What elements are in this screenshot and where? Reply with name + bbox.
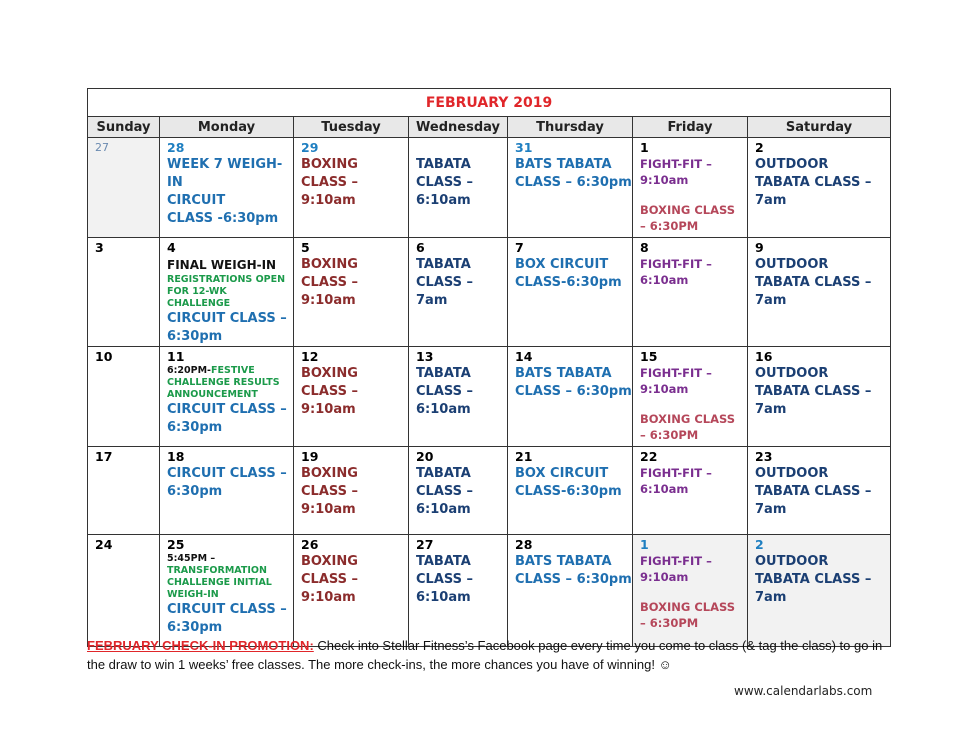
event-line: BOXING [301, 466, 358, 481]
event-line: ANNOUNCEMENT [167, 389, 258, 400]
day-number: 23 [755, 449, 773, 464]
day-number: 21 [515, 449, 533, 464]
event-line: BATS TABATA [515, 554, 612, 569]
event-line: CLASS – [416, 384, 474, 399]
day-cell [633, 238, 748, 347]
event-line: BOXING [301, 554, 358, 569]
event-line: 9:10am [301, 293, 356, 308]
day-cell [294, 447, 409, 535]
day-number: 4 [167, 240, 176, 255]
event-line: 9:10am [301, 402, 356, 417]
event-line: FIGHT-FIT – [640, 157, 712, 171]
event-title: FESTIVE [211, 365, 255, 376]
day-cell [160, 347, 294, 447]
day-cell [160, 447, 294, 535]
day-number: 22 [640, 449, 658, 464]
event-line: TABATA CLASS – [755, 175, 872, 190]
event-line: BOXING CLASS [640, 203, 736, 217]
event-line: TABATA [416, 466, 471, 481]
event-line: 5:45PM – [167, 553, 216, 564]
day-cell [88, 535, 160, 647]
event-line: 6:30pm [167, 484, 223, 499]
event-line: CLASS – 6:30pm [515, 175, 632, 190]
calendar-title: FEBRUARY 2019 [88, 89, 891, 117]
day-cell [409, 238, 508, 347]
weekday-wednesday: Wednesday [409, 117, 508, 138]
event-line: BOXING [301, 366, 358, 381]
event-line: CLASS-6:30pm [515, 275, 622, 290]
event-spacer [640, 188, 747, 202]
day-number: 28 [515, 537, 533, 552]
calendar-table [87, 88, 891, 647]
event-line: CLASS – 6:30pm [515, 384, 632, 399]
event-line: 7am [755, 502, 787, 517]
event-line: FIGHT-FIT – [640, 554, 712, 568]
day-cell [160, 138, 294, 238]
event-line: CLASS – [416, 175, 474, 190]
event-line: OUTDOOR [755, 257, 829, 272]
event-line: OUTDOOR [755, 157, 829, 172]
event-line: 9:10am [301, 193, 356, 208]
day-cell [409, 447, 508, 535]
event-line: REGISTRATIONS OPEN [167, 274, 286, 285]
day-cell [508, 138, 633, 238]
event-line: BOXING CLASS [640, 412, 736, 426]
day-number: 20 [416, 449, 434, 464]
event-time: 6:20PM- [167, 365, 211, 376]
promotion-body: Check into Stellar Fitness’s Facebook page every time you come to class (& tag the class) to go in the draw to win 1 weeks’ free classes. The more check-ins, the more chances you have of winning! ☺ [87, 638, 883, 672]
event-line: CIRCUIT [167, 193, 226, 208]
event-line: CLASS – [301, 572, 359, 587]
event-line: 6:10am [416, 590, 471, 605]
event-line: TABATA [416, 554, 471, 569]
day-cell [508, 447, 633, 535]
event-line: FIGHT-FIT – [640, 466, 712, 480]
event-line: TABATA [416, 366, 471, 381]
event-line: – 6:30PM [640, 428, 699, 442]
day-cell [748, 535, 891, 647]
event-line: CIRCUIT CLASS – [167, 402, 287, 417]
weekday-monday: Monday [160, 117, 294, 138]
weekday-saturday: Saturday [748, 117, 891, 138]
event-line: CLASS – [301, 175, 359, 190]
event-line: 7am [416, 293, 448, 308]
event-line: TABATA CLASS – [755, 384, 872, 399]
day-number: 10 [95, 349, 113, 364]
event-line: TABATA [416, 157, 471, 172]
event-line: 9:10am [640, 173, 689, 187]
event-line: TABATA CLASS – [755, 484, 872, 499]
event-line: OUTDOOR [755, 466, 829, 481]
event-line [167, 365, 293, 377]
event-line: BATS TABATA [515, 366, 612, 381]
event-line: BOXING [301, 157, 358, 172]
event-line: 7am [755, 402, 787, 417]
day-cell [294, 138, 409, 238]
event-line: FINAL WEIGH-IN [167, 258, 277, 272]
day-cell [748, 447, 891, 535]
day-cell [409, 347, 508, 447]
event-line: 6:30pm [167, 620, 223, 635]
day-number: 12 [301, 349, 319, 364]
day-cell [294, 347, 409, 447]
day-cell [88, 347, 160, 447]
event-line: CLASS – [416, 484, 474, 499]
day-number: 1 [640, 140, 649, 155]
day-number [416, 139, 507, 156]
event-line: WEIGH-IN [167, 589, 219, 600]
event-line: CLASS – [416, 275, 474, 290]
day-number: 1 [640, 537, 649, 552]
day-number: 3 [95, 240, 104, 255]
event-line: OUTDOOR [755, 554, 829, 569]
day-number: 5 [301, 240, 310, 255]
day-cell [294, 238, 409, 347]
event-line: CLASS-6:30pm [515, 484, 622, 499]
event-line: 6:10am [416, 402, 471, 417]
event-line: 6:10am [416, 502, 471, 517]
day-number: 11 [167, 349, 185, 364]
promotion-lead: FEBRUARY CHECK-IN PROMOTION: [87, 638, 314, 653]
day-number: 24 [95, 537, 113, 552]
event-line: 7am [755, 293, 787, 308]
event-line: TABATA [416, 257, 471, 272]
week-row [88, 447, 891, 535]
event-line: BOXING [301, 257, 358, 272]
event-line: 9:10am [301, 590, 356, 605]
event-line: OUTDOOR [755, 366, 829, 381]
event-line: FIGHT-FIT – [640, 257, 712, 271]
day-cell [508, 535, 633, 647]
day-cell [508, 238, 633, 347]
day-cell [409, 535, 508, 647]
day-cell [409, 138, 508, 238]
event-line: CHALLENGE RESULTS [167, 377, 280, 388]
day-number: 26 [301, 537, 319, 552]
event-line: WEEK 7 WEIGH-IN [167, 157, 283, 190]
week-row [88, 535, 891, 647]
day-number: 25 [167, 537, 185, 552]
event-line: 7am [755, 590, 787, 605]
day-number: 15 [640, 349, 658, 364]
event-line: CLASS – [301, 384, 359, 399]
event-line: CHALLENGE INITIAL [167, 577, 272, 588]
day-cell [160, 535, 294, 647]
event-line: TABATA CLASS – [755, 572, 872, 587]
event-line: 9:10am [640, 570, 689, 584]
day-number: 2 [755, 140, 764, 155]
day-cell [633, 447, 748, 535]
event-line: 6:30pm [167, 420, 223, 435]
event-line: TABATA CLASS – [755, 275, 872, 290]
event-line: CIRCUIT CLASS – [167, 311, 287, 326]
event-line: CLASS -6:30pm [167, 211, 279, 226]
event-line: BOX CIRCUIT [515, 466, 609, 481]
week-row [88, 138, 891, 238]
footer-url[interactable]: www.calendarlabs.com [734, 684, 873, 698]
event-line: 7am [755, 193, 787, 208]
day-number: 28 [167, 140, 185, 155]
event-line: 6:10am [640, 273, 689, 287]
event-line: FIGHT-FIT – [640, 366, 712, 380]
event-line: 9:10am [301, 502, 356, 517]
event-line: 6:10am [640, 482, 689, 496]
day-cell [748, 347, 891, 447]
event-line: CIRCUIT CLASS – [167, 602, 287, 617]
day-number: 8 [640, 240, 649, 255]
day-cell [633, 535, 748, 647]
day-cell [160, 238, 294, 347]
calendar-body [88, 138, 891, 647]
day-number: 17 [95, 449, 113, 464]
day-number: 31 [515, 140, 533, 155]
day-number: 6 [416, 240, 425, 255]
day-number: 9 [755, 240, 764, 255]
day-cell [88, 447, 160, 535]
day-number: 29 [301, 140, 319, 155]
day-cell [88, 238, 160, 347]
event-spacer [640, 585, 747, 599]
weekday-thursday: Thursday [508, 117, 633, 138]
event-line: BOX CIRCUIT [515, 257, 609, 272]
day-number: 13 [416, 349, 434, 364]
event-line: 9:10am [640, 382, 689, 396]
day-number: 27 [416, 537, 434, 552]
day-cell [633, 347, 748, 447]
day-cell [748, 138, 891, 238]
weekday-header-row [88, 117, 891, 138]
promotion-note [87, 636, 890, 674]
weekday-tuesday: Tuesday [294, 117, 409, 138]
day-number: 27 [95, 141, 109, 154]
event-line: CIRCUIT CLASS – [167, 466, 287, 481]
day-number: 2 [755, 537, 764, 552]
day-cell [633, 138, 748, 238]
day-number: 7 [515, 240, 524, 255]
event-line: CLASS – [301, 484, 359, 499]
event-spacer [640, 397, 747, 411]
event-line: CLASS – [301, 275, 359, 290]
day-cell [508, 347, 633, 447]
week-row [88, 347, 891, 447]
event-line: BOXING CLASS [640, 600, 736, 614]
day-cell [294, 535, 409, 647]
weekday-sunday: Sunday [88, 117, 160, 138]
day-cell [88, 138, 160, 238]
event-line: – 6:30PM [640, 219, 699, 233]
event-line: FOR 12-WK CHALLENGE [167, 286, 231, 309]
event-line: CLASS – 6:30pm [515, 572, 632, 587]
day-cell [748, 238, 891, 347]
day-number: 16 [755, 349, 773, 364]
event-line: 6:10am [416, 193, 471, 208]
day-number: 14 [515, 349, 533, 364]
weekday-friday: Friday [633, 117, 748, 138]
event-line: – 6:30PM [640, 616, 699, 630]
event-line: 6:30pm [167, 329, 223, 344]
day-number: 19 [301, 449, 319, 464]
event-line: CLASS – [416, 572, 474, 587]
event-line: TRANSFORMATION [167, 565, 267, 576]
day-number: 18 [167, 449, 185, 464]
week-row [88, 238, 891, 347]
event-line: BATS TABATA [515, 157, 612, 172]
